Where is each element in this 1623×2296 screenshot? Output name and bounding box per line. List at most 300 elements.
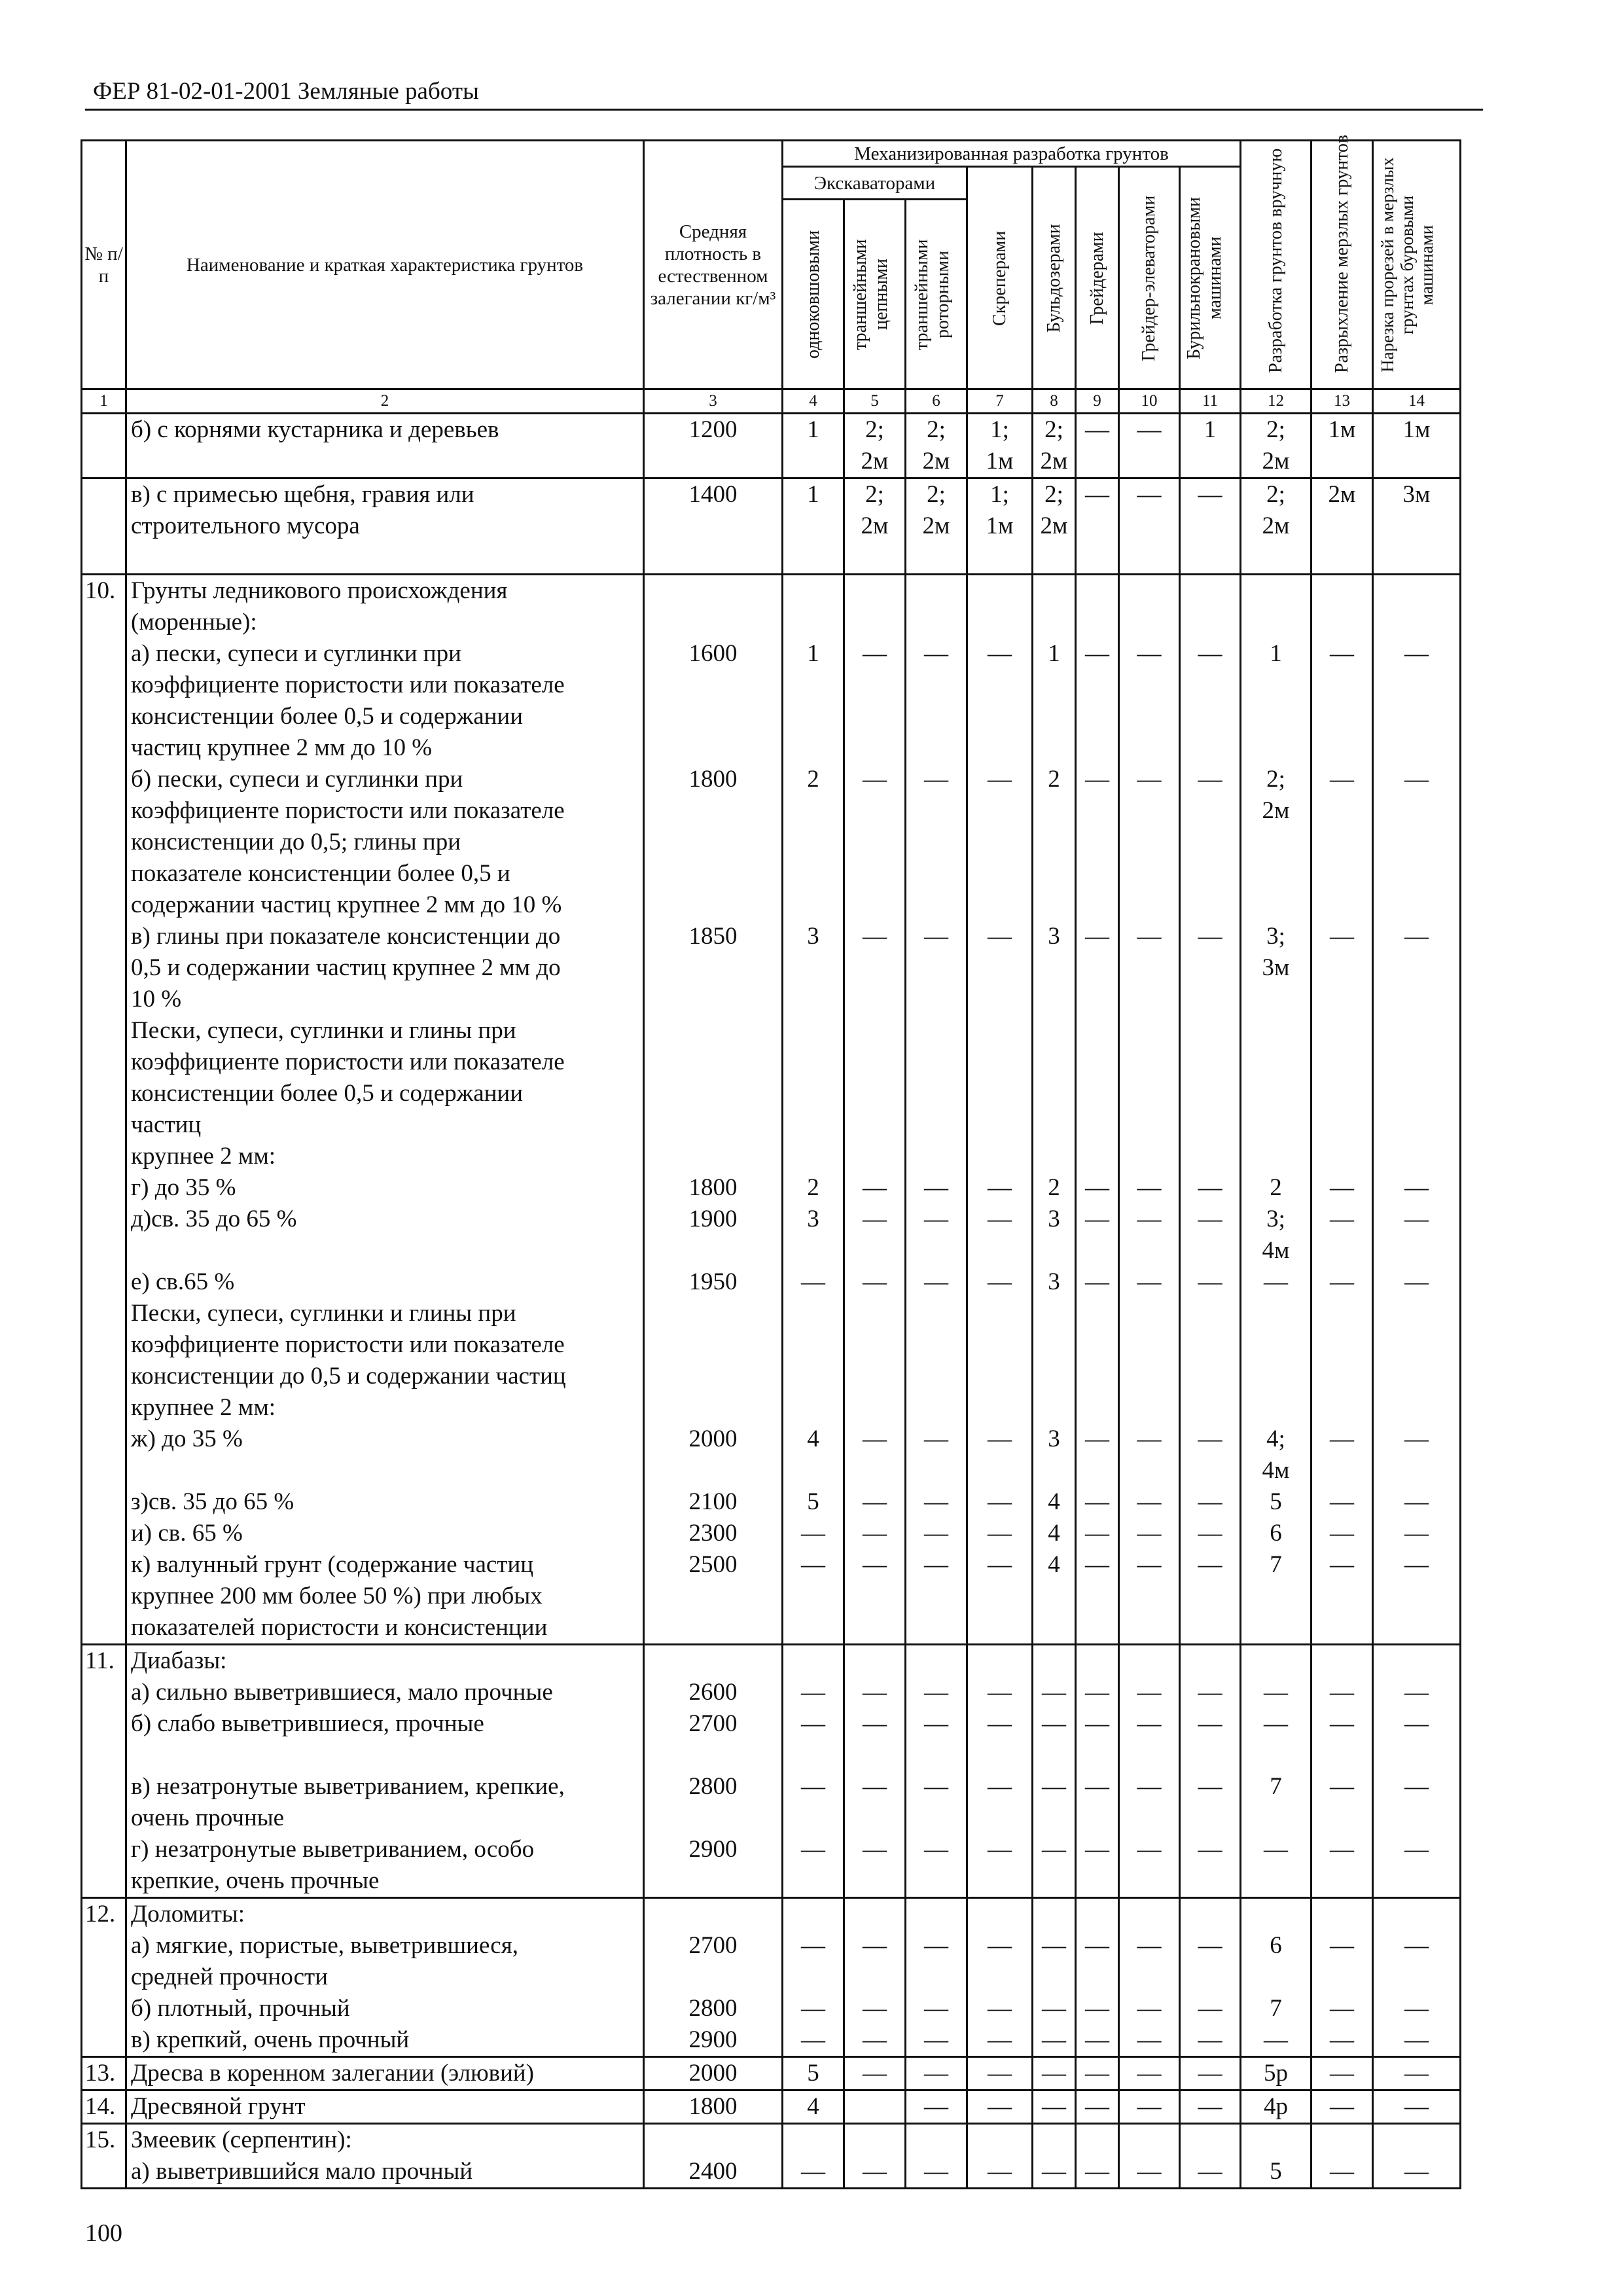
category-c9: — [1076, 1424, 1119, 1486]
soil-name-line: (моренные): [131, 609, 257, 636]
soil-name [126, 575, 644, 639]
category-c7: — [967, 1771, 1033, 1834]
category-c14: — [1373, 638, 1461, 764]
row-number [82, 1266, 126, 1298]
category-c10: — [1119, 1172, 1180, 1204]
category-c12: 3; 4м [1241, 1204, 1311, 1266]
density-value: 2800 [644, 1771, 783, 1834]
category-c11: — [1180, 1930, 1241, 1993]
category-c8: 3 [1033, 1266, 1076, 1298]
category-c14 [1373, 2124, 1461, 2157]
table-row [82, 1898, 1461, 1931]
category-c7: — [967, 764, 1033, 921]
category-c11: — [1180, 764, 1241, 921]
category-c4 [783, 1298, 844, 1424]
header-col-14-label: Нарезка прорезей в мерзлых грунтах буровыми машинами [1377, 157, 1436, 372]
row-number [82, 638, 126, 764]
category-c13: — [1311, 2156, 1373, 2189]
row-number [82, 921, 126, 1015]
header-col-11 [1180, 167, 1241, 389]
category-c11: — [1180, 478, 1241, 575]
category-c5: — [844, 1708, 906, 1771]
category-c9: — [1076, 1204, 1119, 1266]
category-c12: 2; 2м [1241, 414, 1311, 478]
category-c6 [906, 575, 967, 639]
category-c13 [1311, 1898, 1373, 1931]
soil-name [126, 478, 644, 575]
category-c7: — [967, 2156, 1033, 2189]
category-c5: — [844, 1204, 906, 1266]
category-c5: — [844, 1834, 906, 1898]
header-col-7 [967, 167, 1033, 389]
category-c14: — [1373, 921, 1461, 1015]
category-c6: — [906, 1549, 967, 1645]
density-value: 1400 [644, 478, 783, 575]
category-c8: 1 [1033, 638, 1076, 764]
category-c9: — [1076, 1993, 1119, 2024]
row-number [82, 1015, 126, 1172]
soil-name-line: средней прочности [131, 1964, 329, 1990]
category-c11: — [1180, 2057, 1241, 2090]
category-c12: — [1241, 1677, 1311, 1708]
category-c10: — [1119, 2057, 1180, 2090]
table-row [82, 1486, 1461, 1518]
category-c13: — [1311, 1204, 1373, 1266]
category-c9 [1076, 1298, 1119, 1424]
soil-name-line: Змеевик (серпентин): [131, 2126, 352, 2153]
row-number: 10. [82, 575, 126, 639]
column-number: 10 [1119, 389, 1180, 414]
category-c8: — [1033, 1708, 1076, 1771]
soil-name-line: б) плотный, прочный [131, 1995, 350, 2022]
category-c13: — [1311, 1424, 1373, 1486]
category-c14: — [1373, 1204, 1461, 1266]
column-number: 14 [1373, 389, 1461, 414]
soil-name-line: Грунты ледникового происхождения [131, 577, 508, 604]
category-c4: 3 [783, 1204, 844, 1266]
table-row [82, 1549, 1461, 1645]
category-c13: — [1311, 2090, 1373, 2124]
density-value [644, 1898, 783, 1931]
table-row [82, 1172, 1461, 1204]
row-number [82, 1204, 126, 1266]
density-value: 2700 [644, 1708, 783, 1771]
row-number [82, 764, 126, 921]
category-c7: — [967, 2057, 1033, 2090]
category-c8: — [1033, 1834, 1076, 1898]
category-c14: — [1373, 2057, 1461, 2090]
header-col-5-label: траншейными цепными [849, 238, 891, 350]
soil-name-line: консистенции более 0,5 и содержании [131, 703, 524, 730]
category-c8: 2 [1033, 764, 1076, 921]
category-c8: 3 [1033, 1204, 1076, 1266]
soil-name-line: Дресва в коренном залегании (элювий) [131, 2060, 534, 2087]
category-c6: 2; 2м [906, 414, 967, 478]
category-c10: — [1119, 1486, 1180, 1518]
category-c9: — [1076, 1172, 1119, 1204]
category-c12: 2 [1241, 1172, 1311, 1204]
category-c10: — [1119, 1834, 1180, 1898]
category-c8: — [1033, 2024, 1076, 2057]
category-c11: — [1180, 1518, 1241, 1549]
row-number: 11. [82, 1645, 126, 1677]
category-c14 [1373, 1898, 1461, 1931]
column-number: 3 [644, 389, 783, 414]
category-c13: — [1311, 1993, 1373, 2024]
column-number: 5 [844, 389, 906, 414]
soil-name-line: коэффициенте пористости или показателе [131, 1049, 565, 1075]
category-c7: — [967, 1834, 1033, 1898]
density-value: 2000 [644, 1424, 783, 1486]
category-c9: — [1076, 1834, 1119, 1898]
header-excavators-group: Экскаваторами [783, 167, 967, 200]
table-row [82, 1708, 1461, 1771]
header-col-4-label: одноковшовыми [802, 230, 823, 359]
category-c5: — [844, 1518, 906, 1549]
category-c10 [1119, 575, 1180, 639]
soil-name-line [131, 1235, 643, 1266]
density-value: 1800 [644, 2090, 783, 2124]
soil-name [126, 1708, 644, 1771]
category-c7: — [967, 1486, 1033, 1518]
category-c14: — [1373, 1549, 1461, 1645]
category-c7: — [967, 1993, 1033, 2024]
category-c5: — [844, 638, 906, 764]
row-number: 14. [82, 2090, 126, 2124]
density-value: 2600 [644, 1677, 783, 1708]
column-number: 4 [783, 389, 844, 414]
soil-name-line: коэффициенте пористости или показателе [131, 672, 565, 698]
table-row [82, 1204, 1461, 1266]
category-c9 [1076, 575, 1119, 639]
category-c8: — [1033, 2090, 1076, 2124]
category-c7: — [967, 1204, 1033, 1266]
category-c13: — [1311, 921, 1373, 1015]
category-c14: — [1373, 2156, 1461, 2189]
category-c4: 1 [783, 478, 844, 575]
soil-name-line: а) пески, супеси и суглинки при [131, 640, 461, 667]
category-c6: — [906, 2024, 967, 2057]
row-number [82, 1518, 126, 1549]
category-c10: — [1119, 2024, 1180, 2057]
category-c6: — [906, 1677, 967, 1708]
category-c13: — [1311, 1834, 1373, 1898]
row-number: 12. [82, 1898, 126, 1931]
density-value [644, 1015, 783, 1172]
category-c11 [1180, 1645, 1241, 1677]
category-c9: — [1076, 1708, 1119, 1771]
category-c10: — [1119, 1549, 1180, 1645]
table-row [82, 1930, 1461, 1993]
category-c13: — [1311, 1708, 1373, 1771]
category-c13 [1311, 1645, 1373, 1677]
category-c7: — [967, 1708, 1033, 1771]
soil-name [126, 2156, 644, 2189]
header-col-11-label: Бурильнокрановыми машинами [1184, 196, 1225, 359]
table-row [82, 1834, 1461, 1898]
category-c8: 3 [1033, 1424, 1076, 1486]
category-c12: 7 [1241, 1549, 1311, 1645]
category-c11 [1180, 1898, 1241, 1931]
category-c13: — [1311, 1771, 1373, 1834]
soil-name-line [131, 1740, 643, 1771]
category-c11: — [1180, 1708, 1241, 1771]
category-c7: — [967, 1549, 1033, 1645]
header-col-6-label: траншейными роторными [911, 238, 953, 350]
category-c4: 1 [783, 414, 844, 478]
table-row [82, 2090, 1461, 2124]
category-c8 [1033, 1645, 1076, 1677]
soil-name [126, 1677, 644, 1708]
soil-name [126, 1834, 644, 1898]
category-c10: — [1119, 1677, 1180, 1708]
category-c8 [1033, 2124, 1076, 2157]
category-c12: — [1241, 1266, 1311, 1298]
density-value: 2400 [644, 2156, 783, 2189]
category-c7 [967, 575, 1033, 639]
table-row [82, 414, 1461, 478]
category-c4 [783, 575, 844, 639]
category-c12 [1241, 575, 1311, 639]
soil-name-line: показателей пористости и консистенции [131, 1614, 548, 1641]
category-c5 [844, 1015, 906, 1172]
category-c11: — [1180, 1677, 1241, 1708]
density-value: 2700 [644, 1930, 783, 1993]
category-c9: — [1076, 1930, 1119, 1993]
category-c5: 2; 2м [844, 478, 906, 575]
category-c7: — [967, 1677, 1033, 1708]
soil-name-line: содержании частиц крупнее 2 мм до 10 % [131, 891, 562, 918]
category-c7 [967, 1645, 1033, 1677]
category-c6: — [906, 1993, 967, 2024]
table-row [82, 638, 1461, 764]
category-c6: — [906, 1266, 967, 1298]
soil-name [126, 1298, 644, 1424]
category-c9 [1076, 1645, 1119, 1677]
category-c9: — [1076, 2090, 1119, 2124]
table-row [82, 921, 1461, 1015]
category-c11: — [1180, 1993, 1241, 2024]
category-c10: — [1119, 414, 1180, 478]
column-number: 1 [82, 389, 126, 414]
category-c14: 3м [1373, 478, 1461, 575]
soil-name-line: очень прочные [131, 1804, 285, 1831]
soil-name-line: ж) до 35 % [131, 1426, 243, 1452]
category-c5: — [844, 1771, 906, 1834]
category-c6 [906, 1015, 967, 1172]
category-c7: 1; 1м [967, 414, 1033, 478]
category-c12: 2; 2м [1241, 478, 1311, 575]
soil-name-line [131, 1455, 643, 1486]
category-c6: — [906, 638, 967, 764]
soil-name-line: частиц крупнее 2 мм до 10 % [131, 734, 433, 761]
category-c4: — [783, 1708, 844, 1771]
row-number [82, 1486, 126, 1518]
soil-name [126, 638, 644, 764]
soil-name-line: в) крепкий, очень прочный [131, 2026, 410, 2053]
category-c9 [1076, 2124, 1119, 2157]
category-c6: 2; 2м [906, 478, 967, 575]
category-c11 [1180, 575, 1241, 639]
category-c10: — [1119, 2156, 1180, 2189]
category-c13: — [1311, 1518, 1373, 1549]
category-c12: 7 [1241, 1771, 1311, 1834]
category-c5: — [844, 764, 906, 921]
category-c14: — [1373, 1930, 1461, 1993]
category-c9: — [1076, 1266, 1119, 1298]
category-c13: — [1311, 1486, 1373, 1518]
category-c10: — [1119, 638, 1180, 764]
category-c12 [1241, 1298, 1311, 1424]
soil-name-line: г) до 35 % [131, 1174, 236, 1201]
density-value [644, 575, 783, 639]
row-number [82, 1993, 126, 2024]
table-row [82, 2156, 1461, 2189]
category-c11 [1180, 2124, 1241, 2157]
category-c5: — [844, 1677, 906, 1708]
category-c8: 4 [1033, 1486, 1076, 1518]
category-c14 [1373, 1015, 1461, 1172]
category-c4: 1 [783, 638, 844, 764]
category-c9: — [1076, 414, 1119, 478]
category-c10 [1119, 1298, 1180, 1424]
table-row [82, 1771, 1461, 1834]
soil-name-line: б) с корнями кустарника и деревьев [131, 416, 499, 443]
category-c11: — [1180, 2156, 1241, 2189]
category-c7: — [967, 1930, 1033, 1993]
soil-name-line: б) пески, супеси и суглинки при [131, 766, 463, 793]
category-c6: — [906, 1708, 967, 1771]
header-num: № п/п [82, 141, 126, 389]
page-number: 100 [85, 2219, 122, 2247]
category-c10: — [1119, 1518, 1180, 1549]
category-c7: — [967, 1172, 1033, 1204]
soil-name [126, 1898, 644, 1931]
category-c9: — [1076, 2057, 1119, 2090]
category-c13: — [1311, 1549, 1373, 1645]
column-number: 11 [1180, 389, 1241, 414]
category-c14: — [1373, 1677, 1461, 1708]
row-number [82, 2156, 126, 2189]
header-col-6 [906, 200, 967, 389]
header-col-5 [844, 200, 906, 389]
category-c12: — [1241, 1834, 1311, 1898]
soil-name-line: 0,5 и содержании частиц крупнее 2 мм до [131, 954, 561, 981]
table-row [82, 1266, 1461, 1298]
category-c4 [783, 1645, 844, 1677]
category-c6: — [906, 1930, 967, 1993]
category-c12 [1241, 1898, 1311, 1931]
category-c7: — [967, 1266, 1033, 1298]
category-c14: — [1373, 2090, 1461, 2124]
category-c12: 7 [1241, 1993, 1311, 2024]
category-c10: — [1119, 921, 1180, 1015]
category-c4: 3 [783, 921, 844, 1015]
header-col-9-label: Грейдерами [1086, 231, 1107, 325]
column-number: 13 [1311, 389, 1373, 414]
category-c11: — [1180, 1834, 1241, 1898]
header-mechanized-group: Механизированная разработка грунтов [783, 141, 1241, 167]
category-c10 [1119, 2124, 1180, 2157]
category-c13: — [1311, 1266, 1373, 1298]
category-c6 [906, 2124, 967, 2157]
density-value: 1850 [644, 921, 783, 1015]
soil-name [126, 1930, 644, 1993]
soil-name-line: в) незатронутые выветриванием, крепкие, [131, 1773, 565, 1800]
category-c7: — [967, 2090, 1033, 2124]
category-c7: — [967, 1424, 1033, 1486]
category-c4: — [783, 1930, 844, 1993]
soil-name [126, 1486, 644, 1518]
category-c11: 1 [1180, 414, 1241, 478]
category-c10: — [1119, 478, 1180, 575]
category-c7: — [967, 2024, 1033, 2057]
row-number [82, 1677, 126, 1708]
soil-name [126, 2124, 644, 2157]
soil-name-line: крепкие, очень прочные [131, 1867, 380, 1894]
soil-name [126, 1518, 644, 1549]
soil-classification-table [80, 134, 1461, 2189]
header-col-4 [783, 200, 844, 389]
soil-name-line: коэффициенте пористости или показателе [131, 797, 565, 824]
category-c10 [1119, 1898, 1180, 1931]
header-col-9 [1076, 167, 1119, 389]
table-row [82, 1298, 1461, 1424]
category-c11: — [1180, 1771, 1241, 1834]
category-c10: — [1119, 1993, 1180, 2024]
category-c6: — [906, 1172, 967, 1204]
soil-name-line: Пески, супеси, суглинки и глины при [131, 1300, 516, 1327]
soil-name-line: коэффициенте пористости или показателе [131, 1331, 565, 1358]
header-col-13 [1311, 134, 1373, 389]
category-c4: — [783, 1266, 844, 1298]
category-c11 [1180, 1015, 1241, 1172]
category-c6: — [906, 1834, 967, 1898]
category-c4: 2 [783, 1172, 844, 1204]
density-value: 2500 [644, 1549, 783, 1645]
category-c11: — [1180, 921, 1241, 1015]
row-number [82, 1834, 126, 1898]
category-c4: — [783, 2156, 844, 2189]
category-c4: 5 [783, 1486, 844, 1518]
category-c9: — [1076, 638, 1119, 764]
category-c9: — [1076, 1771, 1119, 1834]
soil-name [126, 1204, 644, 1266]
soil-name [126, 414, 644, 478]
table-row [82, 1424, 1461, 1486]
table-row [82, 2057, 1461, 2090]
column-number: 12 [1241, 389, 1311, 414]
soil-name [126, 1424, 644, 1486]
category-c11 [1180, 1298, 1241, 1424]
density-value: 2000 [644, 2057, 783, 2090]
category-c7 [967, 2124, 1033, 2157]
soil-name [126, 1266, 644, 1298]
category-c8: 4 [1033, 1518, 1076, 1549]
category-c8 [1033, 575, 1076, 639]
soil-name [126, 1771, 644, 1834]
category-c10: — [1119, 1708, 1180, 1771]
category-c8: — [1033, 1771, 1076, 1834]
category-c14: — [1373, 1518, 1461, 1549]
category-c4: 2 [783, 764, 844, 921]
category-c14: — [1373, 1486, 1461, 1518]
category-c12: 2; 2м [1241, 764, 1311, 921]
category-c4: — [783, 1993, 844, 2024]
category-c9: — [1076, 478, 1119, 575]
category-c12: 5р [1241, 2057, 1311, 2090]
category-c6: — [906, 2090, 967, 2124]
